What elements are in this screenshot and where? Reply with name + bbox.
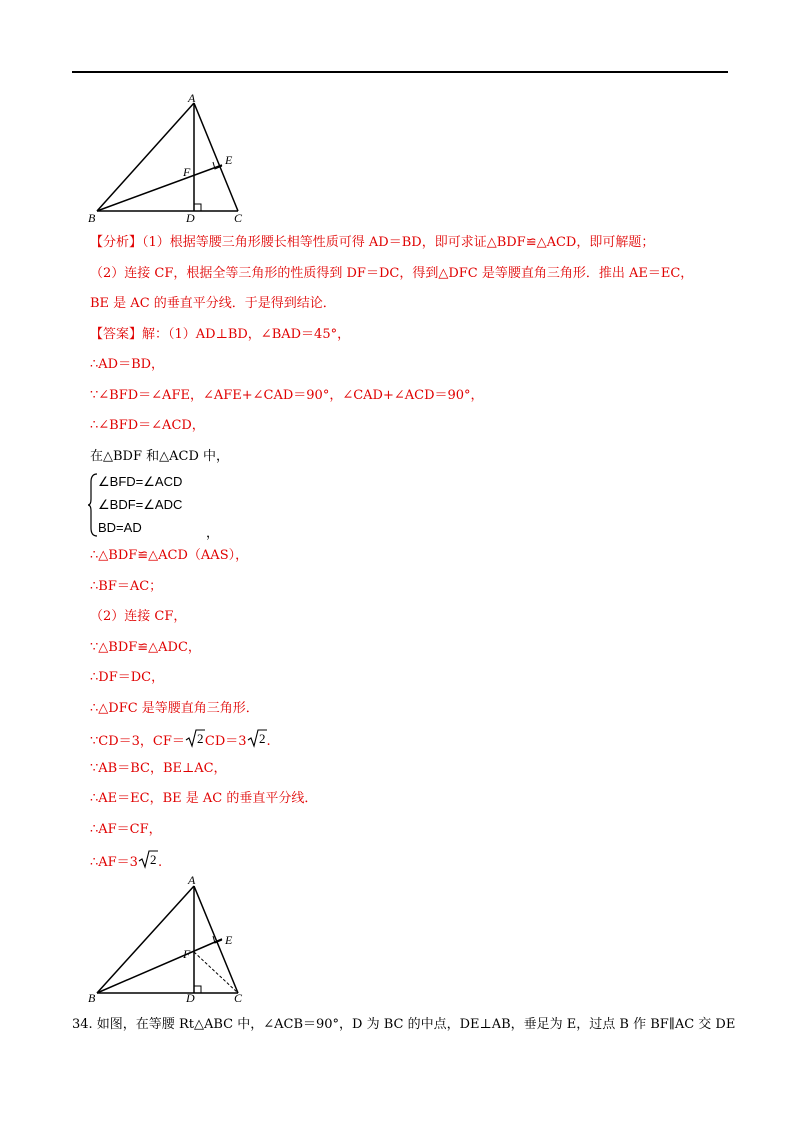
label-E: E	[225, 933, 233, 947]
analysis-line-2: （2）连接 CF，根据全等三角形的性质得到 DF＝DC，得到△DFC 是等腰直角三角形．推出 AE＝EC，	[90, 266, 694, 281]
cd-text-a: ∵CD＝3，CF＝	[90, 734, 185, 749]
svg-text:2: 2	[196, 731, 204, 746]
sqrt-2-icon	[247, 728, 267, 754]
analysis-text-1: （1）根据等腰三角形腰长相等性质可得 AD＝BD，即可求证△BDF≌△ACD，即可解题；	[142, 235, 655, 250]
sqrt-2-icon	[185, 728, 205, 754]
triangle-figure-2	[84, 872, 254, 1007]
system-eq-3: BD=AD	[98, 520, 142, 535]
label-F: F	[183, 165, 191, 179]
label-C: C	[234, 991, 243, 1005]
answer-tag: 【答案】	[90, 327, 143, 342]
system-eq-2: ∠BDF=∠ADC	[98, 497, 183, 512]
answer-line-intro	[90, 326, 350, 344]
label-B: B	[88, 991, 96, 1005]
label-E: E	[225, 153, 233, 167]
answer-step: ∴BF＝AC；	[90, 579, 163, 594]
answer-step: ∵△BDF≌△ADC，	[90, 640, 201, 655]
answer-step: ∴AE＝EC，BE 是 AC 的垂直平分线．	[90, 791, 318, 806]
answer-step: ∴DF＝DC，	[90, 670, 165, 685]
cd-text-b: CD＝3	[204, 734, 247, 749]
header-rule	[72, 71, 728, 73]
answer-step: ∴AD＝BD，	[90, 357, 165, 372]
label-B: B	[88, 211, 96, 225]
label-D: D	[186, 211, 195, 225]
label-D: D	[186, 991, 195, 1005]
analysis-tag: 【分析】	[90, 235, 143, 250]
af-text-b: .	[157, 855, 163, 870]
question-34: 34. 如图，在等腰 Rt△ABC 中，∠ACB＝90°，D 为 BC 的中点，DE⊥AB，垂足为 E，过点 B 作 BF∥AC 交 DE	[72, 1017, 736, 1032]
triangle-figure-1	[84, 90, 254, 225]
cd-line	[90, 728, 271, 754]
answer-step: ∵AB＝BC，BE⊥AC，	[90, 761, 227, 776]
system-comma: ，	[206, 526, 220, 541]
answer-step: ∵∠BFD＝∠AFE，∠AFE+∠CAD＝90°，∠CAD+∠ACD＝90°，	[90, 388, 484, 403]
label-A: A	[188, 91, 196, 105]
answer-intro: 解：（1）AD⊥BD，∠BAD＝45°，	[142, 327, 351, 342]
answer-step: （2）连接 CF，	[90, 609, 187, 624]
analysis-line-3: BE 是 AC 的垂直平分线．于是得到结论．	[90, 296, 336, 311]
cd-text-c: .	[266, 734, 271, 749]
af-text-a: ∴AF＝3	[90, 855, 138, 870]
answer-step: ∴∠BFD＝∠ACD，	[90, 418, 205, 433]
answer-step: ∴△DFC 是等腰直角三角形．	[90, 701, 259, 716]
system-eq-1: ∠BFD=∠ACD	[98, 474, 183, 489]
in-triangles-line: 在△BDF 和△ACD 中，	[90, 449, 230, 464]
answer-step: ∴AF＝CF，	[90, 822, 162, 837]
label-F: F	[183, 947, 191, 961]
label-A: A	[188, 873, 196, 887]
answer-step: ∴△BDF≌△ACD（AAS），	[90, 548, 249, 563]
svg-text:2: 2	[149, 852, 157, 867]
label-C: C	[234, 211, 243, 225]
analysis-line-1	[90, 234, 654, 252]
svg-text:2: 2	[258, 731, 266, 746]
